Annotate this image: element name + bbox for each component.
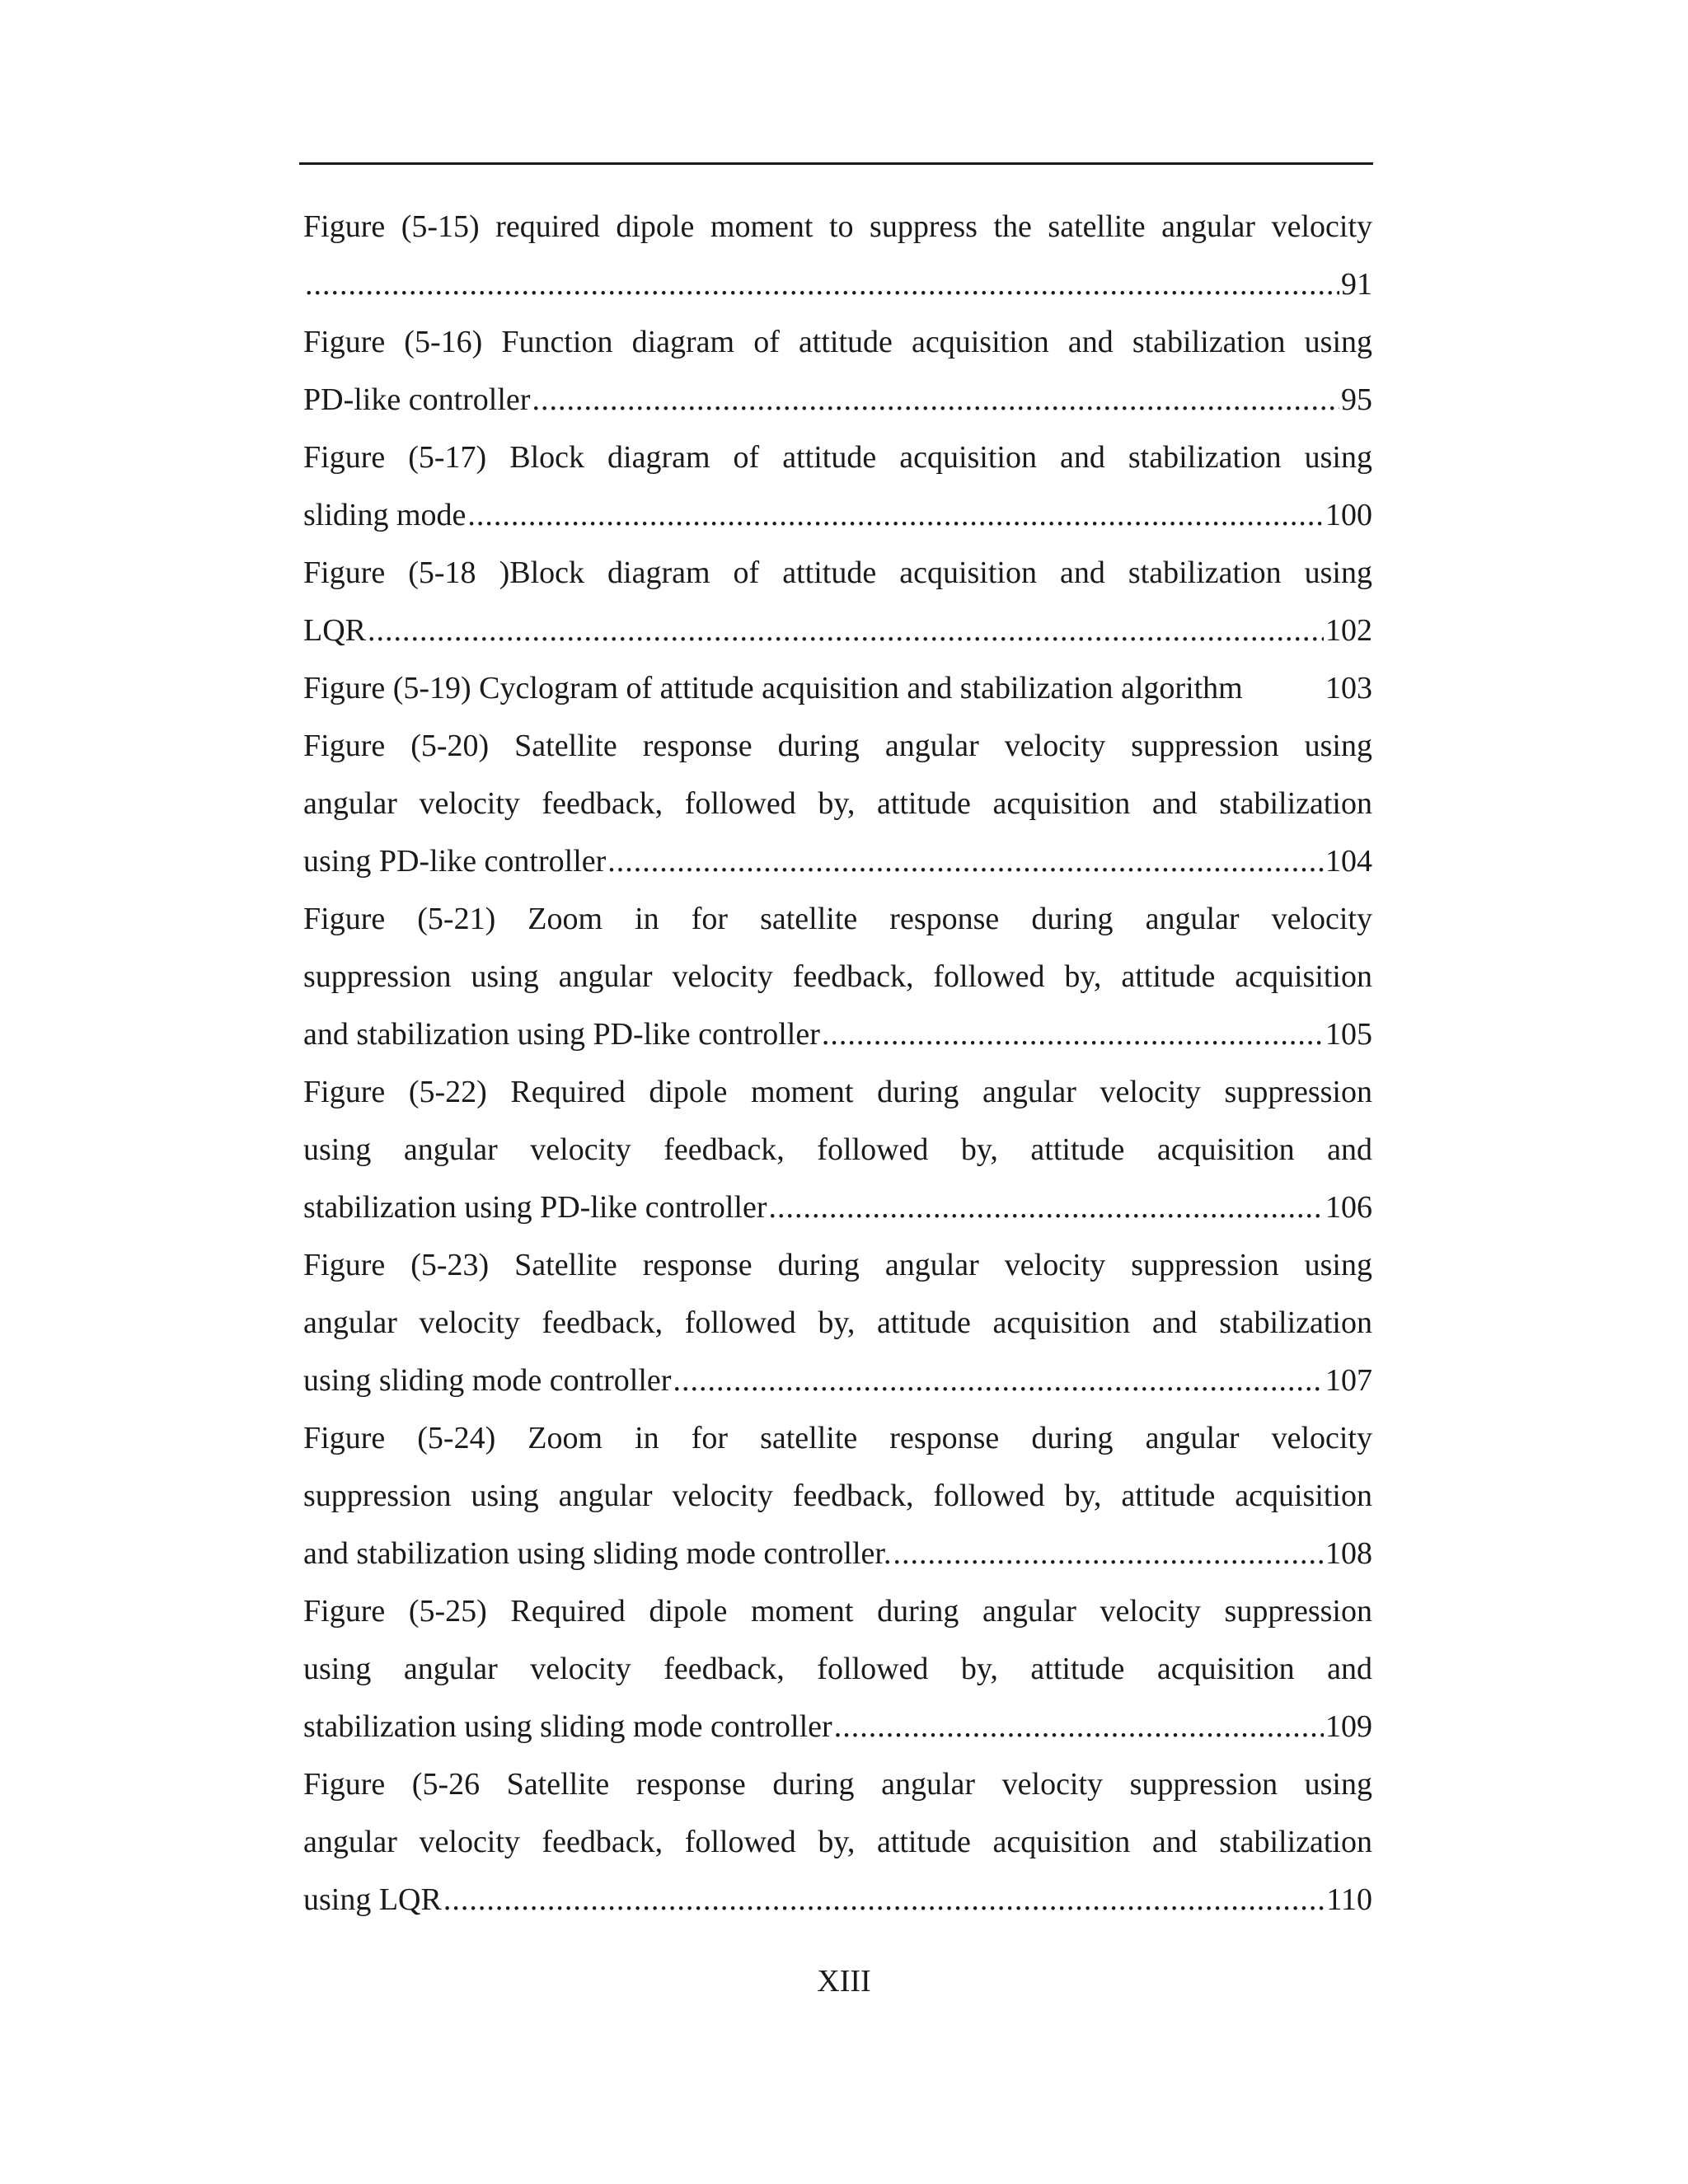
toc-entry-title-end: and stabilization using PD-like controller [303,1017,820,1052]
toc-entry-line: Figure (5-15) required dipole moment to suppress the satellite angular velocity [303,209,1372,244]
toc-entry[interactable] [303,198,1372,313]
dot-leader [368,602,1324,659]
toc-entry[interactable] [303,544,1372,659]
toc-entry-leader-line [303,1005,1372,1063]
toc-entry-title-end: PD-like controller [303,382,531,417]
toc-entry[interactable] [303,659,1372,717]
toc-entry[interactable] [303,313,1372,429]
dot-leader [834,1698,1324,1755]
toc-entry-title-end: stabilization using sliding mode controller [303,1709,832,1744]
toc-entry-leader-line [303,1698,1372,1755]
dot-leader [893,1525,1324,1582]
toc-entry-title-end: and stabilization using sliding mode controller. [303,1536,892,1571]
toc-entry-line: Figure (5-22) Required dipole moment during angular velocity suppression [303,1075,1372,1109]
dot-leader [467,486,1324,544]
toc-entry-title-end: using PD-like controller [303,844,607,879]
toc-entry-line: Figure (5-26 Satellite response during angular velocity suppression using [303,1767,1372,1802]
toc-entry-title-end: Figure (5-19) Cyclogram of attitude acquisition and stabilization algorithm [303,671,1243,705]
dot-leader [443,1871,1325,1929]
toc-entry[interactable] [303,1582,1372,1755]
toc-entry-leader-line [303,1871,1372,1929]
toc-entry[interactable] [303,429,1372,544]
toc-entry-line: Figure (5-23) Satellite response during angular velocity suppression using [303,1248,1372,1282]
toc-entry-title-end: using LQR [303,1882,442,1917]
toc-entry-line: Figure (5-24) Zoom in for satellite response during angular velocity [303,1421,1372,1455]
toc-entry-page-number: 102 [1325,613,1372,648]
toc-entry-line: Figure (5-18 )Block diagram of attitude acquisition and stabilization using [303,555,1372,590]
toc-entry-page-number: 104 [1325,844,1372,879]
toc-entry-line: Figure (5-17) Block diagram of attitude acquisition and stabilization using [303,440,1372,475]
toc-entry-line: Figure (5-21) Zoom in for satellite response during angular velocity [303,902,1372,936]
toc-entry-line: Figure (5-20) Satellite response during angular velocity suppression using [303,729,1372,763]
toc-entry-page-number: 105 [1325,1017,1372,1052]
page-number: XIII [817,1964,871,1999]
toc-entry-page-number: 110 [1326,1882,1372,1917]
toc-entry-line: using angular velocity feedback, followed by, attitude acquisition and [303,1132,1372,1167]
toc-entry-line: angular velocity feedback, followed by, attitude acquisition and stabilization [303,1305,1372,1340]
list-of-figures [303,198,1372,1929]
toc-entry-line: suppression using angular velocity feedback, followed by, attitude acquisition [303,1479,1372,1513]
toc-entry-title-end: using sliding mode controller [303,1363,672,1398]
toc-entry-line: angular velocity feedback, followed by, attitude acquisition and stabilization [303,1825,1372,1859]
toc-entry-leader-line [303,602,1372,659]
dot-leader [822,1005,1324,1063]
toc-entry-line: using angular velocity feedback, followed by, attitude acquisition and [303,1652,1372,1686]
toc-entry-page-number: 103 [1325,671,1372,705]
toc-entry-leader-line [303,255,1372,313]
toc-entry-page-number: 108 [1325,1536,1372,1571]
toc-entry[interactable] [303,1063,1372,1236]
toc-entry-title-end: LQR [303,613,366,648]
toc-entry-page-number: 95 [1341,382,1372,417]
toc-entry-leader-line [303,832,1372,890]
toc-entry-leader-line [303,1352,1372,1409]
toc-entry-leader-line [303,1179,1372,1236]
toc-entry-title-end: stabilization using PD-like controller [303,1190,767,1225]
toc-entry-page-number: 107 [1325,1363,1372,1398]
toc-entry-leader-line [303,1525,1372,1582]
toc-entry[interactable] [303,1755,1372,1929]
dot-leader [532,371,1339,429]
toc-entry-leader-line [303,486,1372,544]
toc-entry[interactable] [303,1236,1372,1409]
dot-leader [305,255,1339,313]
dot-leader [769,1179,1324,1236]
toc-entry-leader-line [303,659,1372,717]
dot-leader [607,832,1324,890]
toc-entry-page-number: 100 [1325,498,1372,532]
toc-entry-page-number: 109 [1325,1709,1372,1744]
toc-entry-page-number: 106 [1325,1190,1372,1225]
toc-entry[interactable] [303,1409,1372,1582]
toc-entry-line: suppression using angular velocity feedback, followed by, attitude acquisition [303,959,1372,994]
toc-entry-line: Figure (5-16) Function diagram of attitude acquisition and stabilization using [303,325,1372,359]
toc-entry-line: angular velocity feedback, followed by, attitude acquisition and stabilization [303,786,1372,821]
toc-entry-line: Figure (5-25) Required dipole moment during angular velocity suppression [303,1594,1372,1629]
header-rule [299,162,1373,165]
toc-entry-title-end: sliding mode [303,498,467,532]
toc-entry-leader-line [303,371,1372,429]
toc-entry-page-number: 91 [1341,267,1372,302]
toc-entry[interactable] [303,717,1372,890]
toc-entry[interactable] [303,890,1372,1063]
dot-leader [673,1352,1324,1409]
